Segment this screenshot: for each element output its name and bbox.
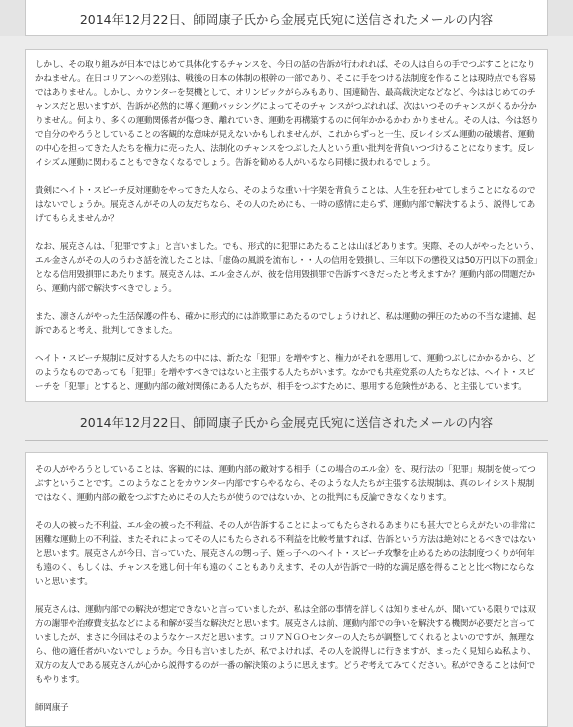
letter-signature: 師岡康子 bbox=[35, 703, 69, 713]
letter-paragraph: その人の被った不利益、エル金の被った不利益、その人が告訴することによってもたらされるあまりにも甚大でとらえがたいの非常に困難な運動上の不利益、またそれによってその人にもたらされる不利益を比較考量すれば、告訴という方法は絶対にとるべきではないと思います。展克さんが今日、言っていた、展克さんの甥っ子、姪っ子へのヘイト・スピーチ攻撃を止めるための法制度つくりが何年も遠のく、もしくは、チャンスを逃し何十年も遠のくこともありえます、その人が告訴で一時的な満足感を得ることと比べ物にならないと思います。 bbox=[35, 521, 536, 587]
top-caption: 2014年12月22日、師岡康子氏から金展克氏宛に送信されたメールの内容 bbox=[79, 12, 494, 27]
letter-paragraph: なお、展克さんは、「犯罪ですよ」と言いました。でも、形式的に犯罪にあたることは山ほどあります。実際、その人がやったという、エル金さんがその人のうわさ話を流したことは、「虚偽の風説を流布し・・人の信用を毀損し、三年以下の懲役又は50万円以下の罰金」となる信用毀損罪にあたります。展克さんは、エル金さんが、彼を信用毀損罪で告訴すべきだったと考えますか？運動内部の問題だから、運動内部で解決すべきでしょう。 bbox=[35, 242, 539, 294]
letter-paragraph: その人がやろうとしていることは、客観的には、運動内部の敵対する相手（この場合のエル金）を、現行法の「犯罪」規制を使ってつぶすということです。このようなことをカウンター内部ですらやるなら、そのような人たちが主張する法規制は、真のレイシスト規制ではなく、運動内部の敵をつぶすためにその人たちが使うのではないか、との批判にも反論できなくなります。 bbox=[35, 465, 536, 503]
letter-paragraph: 貴剣にヘイト・スピーチ反対運動をやってきた人なら、そのような重い十字架を背負うことは、人生を狂わせてしまうことになるのではないでしょうか。展克さんがその人の友だちなら、その人のためにも、一時の感情に走らず、運動内部で解決するよう、説得してあげてもらえませんか？ bbox=[35, 186, 536, 224]
divider bbox=[25, 440, 548, 441]
letter-paragraph: また、凛さんがやった生活保護の件も、確かに形式的には詐欺罪にあたるのでしょうけれど、私は運動の弾圧のための不当な逮捕、起訴であると考え、批判してきました。 bbox=[35, 312, 536, 336]
middle-caption: 2014年12月22日、師岡康子氏から金展克氏宛に送信されたメールの内容 bbox=[79, 415, 494, 430]
letter-body-1 bbox=[35, 58, 540, 394]
letter-paragraph: 展克さんは、運動内部での解決が想定できないと言っていましたが、私は全部の事情を詳しくは知りませんが、聞いている限りでは双方の謝罪や治療費支払などによる和解が妥当な解決だと思います。展克さんは前、運動内部での争いを解決する機関が必要だと言っていましたが、まさに今回はそのようなケースだと思います。コリアＮＧＯセンターの人たちが調整してくれるとよいのですが、無理なら、他の適任者がいないでしょうか。今日も言いましたが、私でよければ、その人を説得しに行きますが、まったく見知らぬ私より、双方の友人である展克さんが心から説得するのが一番の解決策のように思えます。どうぞ考えてみてください。私ができることは何でもやります。 bbox=[35, 605, 536, 685]
letter-paragraph: ヘイト・スピーチ規制に反対する人たちの中には、新たな「犯罪」を増やすと、権力がそれを悪用して、運動つぶしにかかるから、どのようなものであっても「犯罪」を増やすべきではないと主張する人たちがいます。なかでも共産党系の人たちなどは、ヘイト・スピーチを「犯罪」とすると、運動内部の敵対関係にある人たちが、相手をつぶすために、悪用する危険性がある、と主張しています。 bbox=[35, 354, 536, 392]
letter-paragraph: しかし、その取り組みが日本ではじめて具体化するチャンスを、今日の話の告訴が行われれば、その人は自らの手でつぶすことになりかねません。在日コリアンへの差別は、戦後の日本の体制の根幹の一部であり、そこに手をつける法制度を作ることは現時点でも容易ではありません。しかし、カウンターを契機として、オリンピックがらみもあり、国連勧告、最高裁決定などなど、今ははじめてのチャンスだと思いますが、告訴が必然的に導く運動バッシングによってそのチャ ンスがつぶれれば、次はいつそのチャンスがくるか分かりません。何より、多くの運動関係者が傷つき、離れていき、運動を再構築するのに何年かかるかわ かりません。その人は、今は怒りで自分のやろうとしていることの客観的な意味が見えないかもしれませんが、これからずっと一生、反レイシズム運動の破壊者、運動の中心を担ってきた人たちを権力に売った人、法制化のチャンスをつぶした人という重い批判を背負いつづけることになります。反レイシズム運動に関わることもできなくなるでしょう。告訴を勧める人がいるなら同様に扱われるでしょう。 bbox=[35, 60, 539, 168]
letter-body-2 bbox=[35, 463, 540, 715]
